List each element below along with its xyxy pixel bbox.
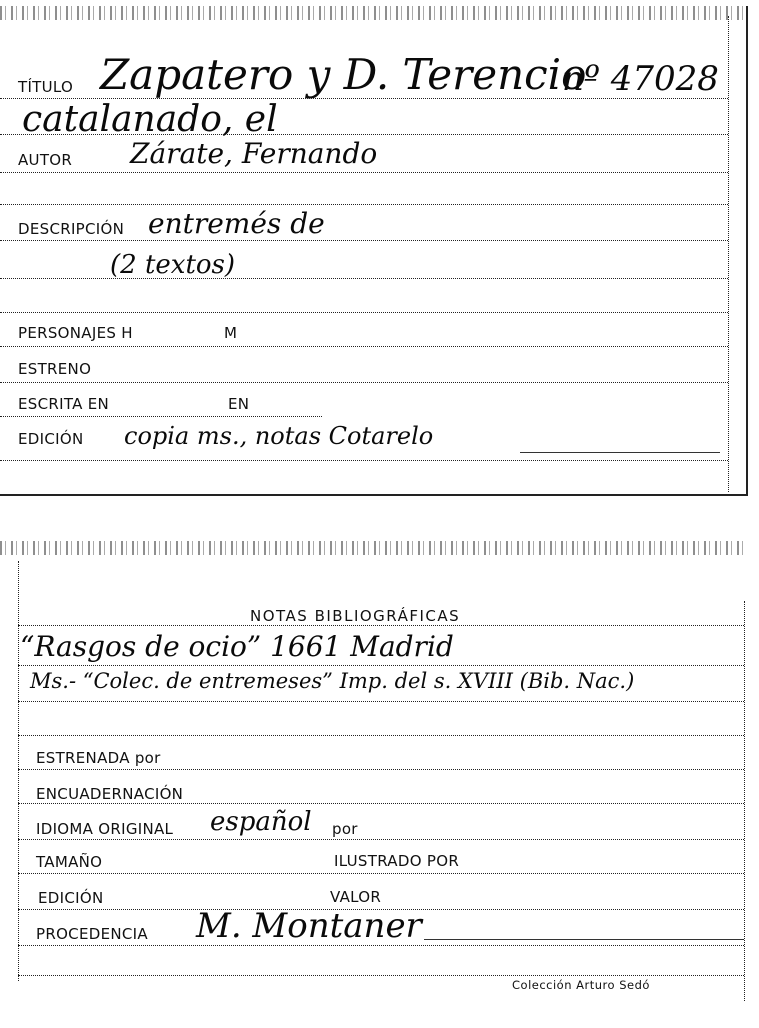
estrenada-rule: [18, 769, 744, 770]
blank-rule-2: [0, 278, 728, 279]
edicion-rule: [0, 460, 728, 461]
escrita-en-label: ESCRITA EN: [18, 395, 110, 413]
escrita-en-en-label: EN: [228, 395, 250, 413]
blank-rule-1: [0, 204, 728, 205]
catalog-number: nº 47028: [562, 59, 719, 99]
right-margin-line: [728, 16, 729, 492]
bottom-rule: [18, 975, 744, 976]
edicion-value: copia ms., notas Cotarelo: [124, 422, 434, 450]
idioma-label: IDIOMA ORIGINAL: [36, 820, 174, 838]
descripcion-note: (2 textos): [110, 250, 236, 280]
procedencia-extra-rule: [424, 939, 744, 940]
left-margin-line: [18, 561, 19, 981]
titulo-rule-2: [0, 134, 728, 135]
personajes-m-label: M: [224, 324, 238, 342]
tamano-label: TAMAÑO: [36, 853, 103, 871]
estreno-rule: [0, 382, 728, 383]
encuadernacion-label: ENCUADERNACIÓN: [36, 785, 184, 803]
catalog-card-back: [0, 541, 746, 1016]
edicion-extra-rule: [520, 452, 720, 453]
notas-line-1: “Rasgos de ocio” 1661 Madrid: [20, 630, 454, 663]
notas-rule-1: [18, 625, 744, 626]
descripcion-rule: [0, 240, 728, 241]
notas-rule-4: [18, 735, 744, 736]
scan-edge-noise-2: [0, 541, 746, 555]
autor-rule: [0, 172, 728, 173]
right-margin-line-2: [744, 601, 745, 1001]
personajes-label: PERSONAJES H: [18, 324, 133, 342]
titulo-value-continued: catalanado, el: [22, 99, 278, 140]
edicion-back-label: EDICIÓN: [38, 889, 104, 907]
encuadernacion-rule: [18, 803, 744, 804]
descripcion-label: DESCRIPCIÓN: [18, 220, 125, 238]
scan-edge-noise: [0, 6, 746, 20]
notas-heading: NOTAS BIBLIOGRÁFICAS: [250, 607, 461, 625]
procedencia-label: PROCEDENCIA: [36, 925, 148, 943]
procedencia-value: M. Montaner: [196, 906, 422, 946]
estreno-label: ESTRENO: [18, 360, 92, 378]
personajes-rule: [0, 346, 728, 347]
idioma-value: español: [210, 807, 312, 837]
notas-rule-3: [18, 701, 744, 702]
edicion-label: EDICIÓN: [18, 430, 84, 448]
estrenada-label: ESTRENADA por: [36, 749, 161, 767]
procedencia-rule: [18, 945, 744, 946]
valor-label: VALOR: [330, 888, 382, 906]
idioma-rule: [18, 839, 744, 840]
catalog-card-front: [0, 6, 748, 496]
titulo-value: Zapatero y D. Terencio: [100, 50, 587, 99]
notas-line-2: Ms.- “Colec. de entremeses” Imp. del s. XVIII (Bib. Nac.): [30, 669, 635, 693]
collection-credit: Colección Arturo Sedó: [512, 978, 650, 992]
blank-rule-3: [0, 312, 728, 313]
autor-label: AUTOR: [18, 151, 73, 169]
ilustrado-label: ILUSTRADO POR: [334, 852, 460, 870]
escrita-en-rule: [0, 416, 322, 417]
titulo-label: TÍTULO: [18, 78, 74, 96]
notas-rule-2: [18, 665, 744, 666]
idioma-por-label: por: [332, 820, 358, 838]
descripcion-value: entremés de: [148, 207, 325, 240]
autor-value: Zárate, Fernando: [130, 137, 378, 170]
tamano-rule: [18, 873, 744, 874]
